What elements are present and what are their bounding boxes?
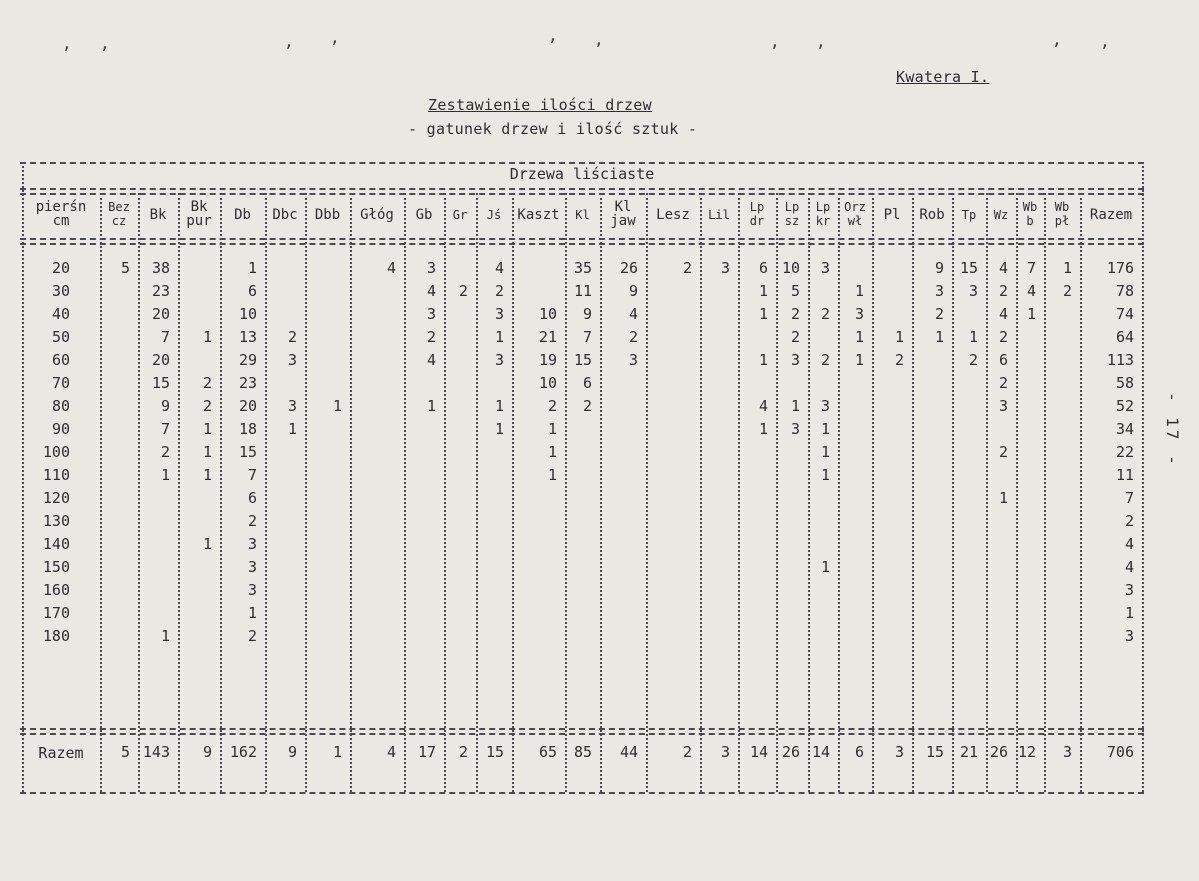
table-cell: 18 (238, 420, 257, 438)
scan-mark: , (816, 32, 826, 51)
table-rule (20, 162, 1144, 164)
table-cell: 1 (287, 420, 297, 438)
table-cell: 3 (426, 305, 436, 323)
row-total: 4 (1124, 535, 1134, 553)
scan-mark: , (284, 32, 294, 51)
table-cell: 1 (547, 466, 557, 484)
table-cell: 2 (820, 351, 830, 369)
row-total: 3 (1124, 627, 1134, 645)
row-total: 22 (1115, 443, 1134, 461)
table-cell: 1 (854, 328, 864, 346)
table-cell: 4 (628, 305, 638, 323)
totals-cell: 65 (538, 743, 557, 761)
table-cell: 2 (1062, 282, 1072, 300)
totals-cell: 3 (894, 743, 904, 761)
table-cell: 2 (160, 443, 170, 461)
totals-cell: 3 (720, 743, 730, 761)
table-cell: 9 (582, 305, 592, 323)
table-cell: 2 (202, 397, 212, 415)
column-header: Orz wł (844, 200, 866, 228)
column-divider (178, 193, 180, 792)
table-cell: 2 (247, 627, 257, 645)
row-diameter: 80 (51, 397, 70, 415)
table-cell: 2 (894, 351, 904, 369)
row-diameter: 110 (42, 466, 70, 484)
totals-cell: 4 (386, 743, 396, 761)
table-cell: 3 (628, 351, 638, 369)
table-cell: 6 (998, 351, 1008, 369)
totals-cell: 5 (120, 743, 130, 761)
row-diameter: 160 (42, 581, 70, 599)
column-divider (646, 193, 648, 792)
scan-mark: , (594, 30, 604, 49)
table-cell: 1 (202, 443, 212, 461)
table-cell: 3 (820, 259, 830, 277)
table-cell: 10 (781, 259, 800, 277)
row-total: 1 (1124, 604, 1134, 622)
column-header: Dbb (314, 207, 341, 223)
column-header: Gb (415, 207, 433, 223)
row-total: 11 (1115, 466, 1134, 484)
column-divider (305, 193, 307, 792)
table-cell: 3 (287, 351, 297, 369)
table-cell: 15 (573, 351, 592, 369)
table-cell: 2 (998, 328, 1008, 346)
table-cell: 2 (968, 351, 978, 369)
row-total: 58 (1115, 374, 1134, 392)
table-cell: 7 (247, 466, 257, 484)
row-total: 176 (1106, 259, 1134, 277)
row-diameter: 40 (51, 305, 70, 323)
column-header: Lp dr (749, 200, 765, 228)
table-cell: 2 (682, 259, 692, 277)
row-diameter: 180 (42, 627, 70, 645)
table-cell: 20 (151, 351, 170, 369)
table-cell: 7 (160, 328, 170, 346)
table-cell: 7 (160, 420, 170, 438)
table-cell: 2 (202, 374, 212, 392)
table-cell: 2 (998, 443, 1008, 461)
table-cell: 20 (151, 305, 170, 323)
table-cell: 1 (247, 259, 257, 277)
table-cell: 26 (619, 259, 638, 277)
row-diameter: 150 (42, 558, 70, 576)
totals-cell: 2 (458, 743, 468, 761)
table-cell: 3 (790, 351, 800, 369)
table-cell: 15 (959, 259, 978, 277)
table-cell: 1 (494, 397, 504, 415)
column-header: Bez cz (108, 200, 130, 228)
column-divider (100, 193, 102, 792)
row-total: 4 (1124, 558, 1134, 576)
column-divider (265, 193, 267, 792)
row-diameter: 60 (51, 351, 70, 369)
table-cell: 7 (1026, 259, 1036, 277)
table-cell: 2 (998, 374, 1008, 392)
table-cell: 10 (538, 374, 557, 392)
column-header: Razem (1089, 207, 1133, 223)
scan-mark: , (62, 34, 72, 53)
totals-cell: 26 (781, 743, 800, 761)
column-header: Db (234, 207, 251, 223)
table-cell: 2 (547, 397, 557, 415)
column-header: Lp sz (784, 200, 800, 228)
row-diameter: 30 (51, 282, 70, 300)
column-header: Lesz (656, 207, 690, 223)
table-cell: 1 (854, 282, 864, 300)
row-diameter: 120 (42, 489, 70, 507)
table-cell: 2 (934, 305, 944, 323)
table-cell: 38 (151, 259, 170, 277)
table-cell: 5 (120, 259, 130, 277)
table-cell: 1 (820, 443, 830, 461)
table-cell: 3 (494, 351, 504, 369)
totals-label: Razem (38, 744, 84, 762)
table-cell: 6 (247, 489, 257, 507)
document-title: Zestawienie ilości drzew (428, 96, 652, 114)
table-cell: 1 (426, 397, 436, 415)
table-cell: 2 (287, 328, 297, 346)
section-header: Drzewa liściaste (509, 165, 655, 183)
totals-cell: 6 (854, 743, 864, 761)
column-divider (512, 193, 514, 792)
table-cell: 3 (247, 535, 257, 553)
row-diameter: 130 (42, 512, 70, 530)
table-cell: 2 (998, 282, 1008, 300)
column-divider (872, 193, 874, 792)
table-cell: 10 (238, 305, 257, 323)
table-cell: 6 (582, 374, 592, 392)
table-cell: 4 (494, 259, 504, 277)
table-cell: 15 (238, 443, 257, 461)
grand-total: 706 (1106, 743, 1134, 761)
table-cell: 1 (332, 397, 342, 415)
totals-cell: 12 (1017, 743, 1036, 761)
row-total: 52 (1115, 397, 1134, 415)
table-cell: 6 (247, 282, 257, 300)
table-cell: 15 (151, 374, 170, 392)
totals-cell: 85 (573, 743, 592, 761)
table-cell: 19 (538, 351, 557, 369)
table-cell: 1 (547, 443, 557, 461)
table-cell: 1 (820, 558, 830, 576)
table-cell: 1 (202, 420, 212, 438)
table-cell: 3 (247, 558, 257, 576)
table-cell: 3 (426, 259, 436, 277)
table-cell: 1 (202, 328, 212, 346)
table-cell: 1 (998, 489, 1008, 507)
table-cell: 13 (238, 328, 257, 346)
table-cell: 1 (1026, 305, 1036, 323)
table-cell: 3 (790, 420, 800, 438)
scan-mark: , (1100, 32, 1110, 51)
table-cell: 3 (494, 305, 504, 323)
row-total: 113 (1106, 351, 1134, 369)
table-cell: 2 (494, 282, 504, 300)
table-cell: 4 (998, 259, 1008, 277)
table-cell: 9 (160, 397, 170, 415)
row-diameter: 100 (42, 443, 70, 461)
table-cell: 10 (538, 305, 557, 323)
page-number: - 17 - (1163, 392, 1182, 468)
table-cell: 3 (247, 581, 257, 599)
table-cell: 9 (628, 282, 638, 300)
table-cell: 1 (934, 328, 944, 346)
table-cell: 1 (202, 466, 212, 484)
column-header: Gr (452, 208, 468, 222)
table-cell: 1 (968, 328, 978, 346)
table-cell: 3 (934, 282, 944, 300)
totals-cell: 143 (142, 743, 170, 761)
table-cell: 23 (151, 282, 170, 300)
column-header: Wb b (1022, 200, 1038, 228)
table-cell: 3 (720, 259, 730, 277)
row-diameter: 170 (42, 604, 70, 622)
table-cell: 2 (426, 328, 436, 346)
scan-mark: , (770, 32, 780, 51)
row-diameter: 50 (51, 328, 70, 346)
row-total: 7 (1124, 489, 1134, 507)
table-cell: 7 (582, 328, 592, 346)
totals-cell: 15 (925, 743, 944, 761)
totals-cell: 17 (417, 743, 436, 761)
totals-cell: 21 (959, 743, 978, 761)
column-header: Rob (919, 207, 945, 223)
table-cell: 4 (426, 282, 436, 300)
table-cell: 1 (820, 466, 830, 484)
scan-mark: , (100, 34, 110, 53)
table-rule (20, 193, 1144, 195)
table-cell: 1 (547, 420, 557, 438)
table-cell: 4 (758, 397, 768, 415)
table-cell: 3 (968, 282, 978, 300)
column-header: Bk (149, 207, 167, 223)
table-cell: 1 (202, 535, 212, 553)
table-cell: 4 (998, 305, 1008, 323)
column-header: Wz (993, 208, 1009, 222)
table-rule (20, 238, 1144, 240)
table-cell: 1 (1062, 259, 1072, 277)
table-cell: 6 (758, 259, 768, 277)
table-cell: 1 (894, 328, 904, 346)
column-header: Tp (961, 208, 977, 222)
table-cell: 3 (820, 397, 830, 415)
row-diameter: 70 (51, 374, 70, 392)
row-total: 74 (1115, 305, 1134, 323)
row-diameter: 140 (42, 535, 70, 553)
table-cell: 4 (426, 351, 436, 369)
table-cell: 4 (386, 259, 396, 277)
table-cell: 2 (247, 512, 257, 530)
totals-cell: 3 (1062, 743, 1072, 761)
table-cell: 3 (287, 397, 297, 415)
column-header: Głóg (360, 207, 394, 223)
scan-mark: , (548, 26, 558, 45)
row-total: 78 (1115, 282, 1134, 300)
table-cell: 9 (934, 259, 944, 277)
row-diameter: 20 (51, 259, 70, 277)
table-cell: 11 (573, 282, 592, 300)
table-cell: 3 (854, 305, 864, 323)
totals-cell: 1 (332, 743, 342, 761)
table-cell: 2 (458, 282, 468, 300)
table-rule (20, 243, 1144, 245)
column-header: Bk pur (186, 199, 212, 229)
totals-cell: 14 (749, 743, 768, 761)
kwatera-label: Kwatera I. (896, 68, 990, 86)
totals-cell: 14 (811, 743, 830, 761)
row-diameter: 90 (51, 420, 70, 438)
totals-cell: 15 (485, 743, 504, 761)
table-cell: 1 (820, 420, 830, 438)
table-cell: 1 (854, 351, 864, 369)
totals-cell: 9 (202, 743, 212, 761)
column-header: Kaszt (517, 207, 560, 223)
scan-mark: , (1052, 30, 1062, 49)
table-cell: 1 (758, 420, 768, 438)
table-cell: 21 (538, 328, 557, 346)
table-rule (20, 792, 1144, 794)
column-header: Lp kr (815, 200, 831, 228)
column-header: Jś (486, 208, 502, 222)
totals-cell: 26 (989, 743, 1008, 761)
column-header: pierśn cm (35, 199, 87, 229)
table-cell: 35 (573, 259, 592, 277)
table-cell: 2 (820, 305, 830, 323)
row-total: 2 (1124, 512, 1134, 530)
table-cell: 2 (790, 328, 800, 346)
table-cell: 2 (790, 305, 800, 323)
document-subtitle: - gatunek drzew i ilość sztuk - (408, 120, 698, 138)
column-header: Kl (575, 208, 590, 222)
table-cell: 29 (238, 351, 257, 369)
table-cell: 2 (582, 397, 592, 415)
table-cell: 1 (494, 328, 504, 346)
table-cell: 1 (494, 420, 504, 438)
row-total: 34 (1115, 420, 1134, 438)
table-rule (20, 188, 1144, 190)
row-total: 3 (1124, 581, 1134, 599)
totals-cell: 44 (619, 743, 638, 761)
table-cell: 1 (247, 604, 257, 622)
column-header: Wb pł (1054, 200, 1070, 228)
totals-cell: 162 (229, 743, 257, 761)
column-header: Lil (708, 208, 730, 222)
column-divider (808, 193, 810, 792)
column-header: Pl (883, 207, 901, 223)
column-divider (350, 193, 352, 792)
table-cell: 1 (758, 305, 768, 323)
table-cell: 1 (790, 397, 800, 415)
table-cell: 1 (758, 282, 768, 300)
column-header: Dbc (272, 207, 298, 223)
table-cell: 3 (998, 397, 1008, 415)
table-rule (20, 728, 1144, 730)
table-rule (20, 733, 1144, 735)
table-cell: 2 (628, 328, 638, 346)
table-cell: 23 (238, 374, 257, 392)
scan-mark: , (330, 28, 340, 47)
totals-cell: 9 (287, 743, 297, 761)
table-cell: 20 (238, 397, 257, 415)
totals-cell: 2 (682, 743, 692, 761)
table-edge (1142, 162, 1144, 792)
column-divider (700, 193, 702, 792)
row-total: 64 (1115, 328, 1134, 346)
table-cell: 5 (790, 282, 800, 300)
table-cell: 1 (160, 627, 170, 645)
column-header: Kl jaw (610, 199, 636, 229)
table-cell: 1 (160, 466, 170, 484)
table-cell: 1 (758, 351, 768, 369)
table-cell: 4 (1026, 282, 1036, 300)
